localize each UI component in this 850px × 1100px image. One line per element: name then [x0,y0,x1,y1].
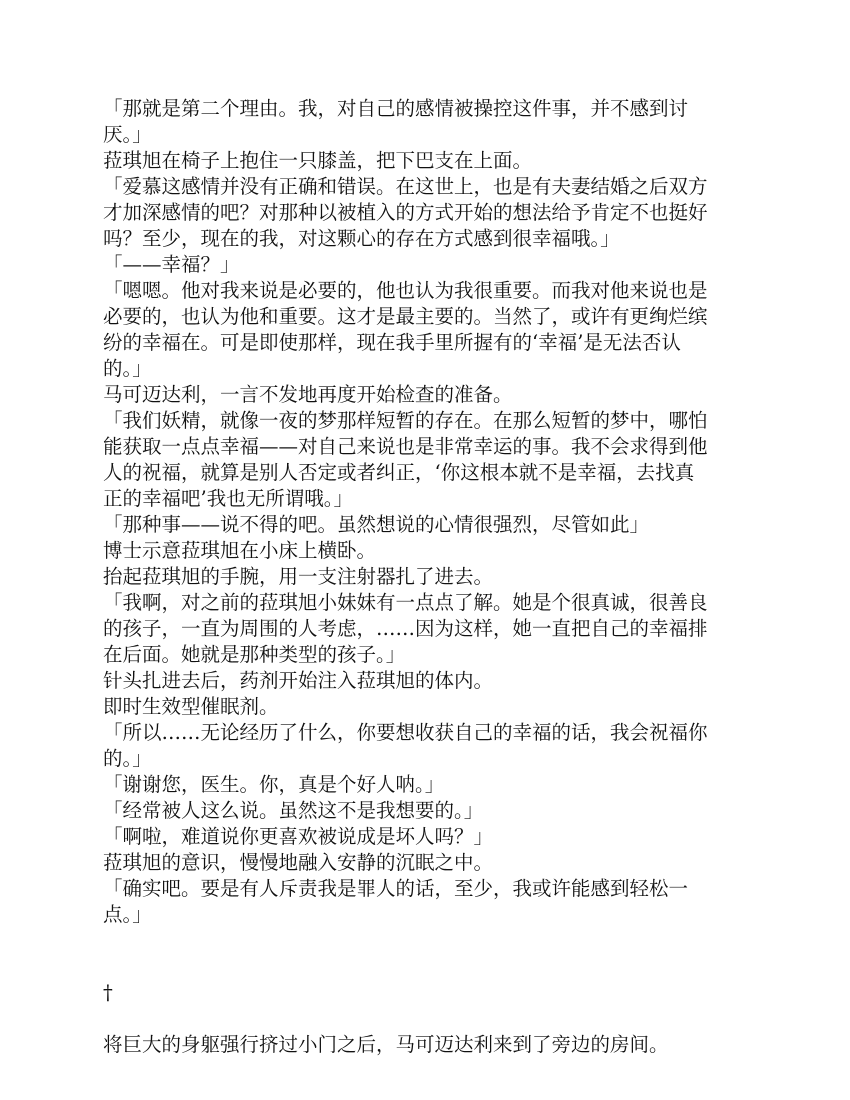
text-line: 「我啊，对之前的菈琪旭小妹妹有一点点了解。她是个很真诚，很善良 [103,591,708,614]
text-line: 在后面。她就是那种类型的孩子。」 [103,643,406,666]
text-line: 「啊啦，难道说你更喜欢被说成是坏人吗？」 [103,825,494,848]
text-line: 针头扎进去后，药剂开始注入菈琪旭的体内。 [103,669,494,692]
text-line: 即时生效型催眠剂。 [103,695,279,718]
text-line: 「我们妖精，就像一夜的梦那样短暂的存在。在那么短暂的梦中，哪怕 [103,409,708,432]
document-page [103,96,753,1058]
text-line: 马可迈达利，一言不发地再度开始检查的准备。 [103,383,513,406]
text-line: 「那就是第二个理由。我，对自己的感情被操控这件事，并不感到讨 [103,97,689,120]
text-line: 抬起菈琪旭的手腕，用一支注射器扎了进去。 [103,565,494,588]
text-line: 「爱慕这感情并没有正确和错误。在这世上，也是有夫妻结婚之后双方 [103,175,708,198]
text-line: 能获取一点点幸福——对自己来说也是非常幸运的事。我不会求得到他 [103,435,708,458]
text-line: 「——幸福？」 [103,253,240,276]
text-line: 必要的，也认为他和重要。这才是最主要的。当然了，或许有更绚烂缤 [103,305,708,328]
text-line: 的孩子，一直为周围的人考虑，……因为这样，她一直把自己的幸福排 [103,617,708,640]
closing-line: 将巨大的身躯强行挤过小门之后，马可迈达利来到了旁边的房间。 [103,1033,669,1056]
text-line: 纷的幸福在。可是即使那样，现在我手里所握有的‘幸福’是无法否认 [103,331,681,354]
section-divider: † [103,981,113,1004]
text-line: 正的幸福吧’我也无所谓哦。」 [103,487,353,510]
text-line: 的。」 [103,357,152,380]
text-line: 「所以……无论经历了什么，你要想收获自己的幸福的话，我会祝福你 [103,721,708,744]
text-line: 「嗯嗯。他对我来说是必要的，他也认为我很重要。而我对他来说也是 [103,279,708,302]
text-line: 「谢谢您，医生。你，真是个好人呐。」 [103,773,445,796]
text-line: 博士示意菈琪旭在小床上横卧。 [103,539,377,562]
text-line: 「确实吧。要是有人斥责我是罪人的话，至少，我或许能感到轻松一 [103,877,689,900]
text-line: 人的祝福，就算是别人否定或者纠正，‘你这根本就不是幸福，去找真 [103,461,695,484]
text-line: 厌。」 [103,123,152,146]
text-line: 「那种事——说不得的吧。虽然想说的心情很强烈，尽管如此」 [103,513,650,536]
text-line: 菈琪旭的意识，慢慢地融入安静的沉眠之中。 [103,851,494,874]
text-line: 的。」 [103,747,152,770]
text-line: 菈琪旭在椅子上抱住一只膝盖，把下巴支在上面。 [103,149,533,172]
text-line: 才加深感情的吧？对那种以被植入的方式开始的想法给予肯定不也挺好 [103,201,708,224]
text-line: 吗？至少，现在的我，对这颗心的存在方式感到很幸福哦。」 [103,227,620,250]
text-line: 「经常被人这么说。虽然这不是我想要的。」 [103,799,484,822]
text-line: 点。」 [103,903,152,926]
